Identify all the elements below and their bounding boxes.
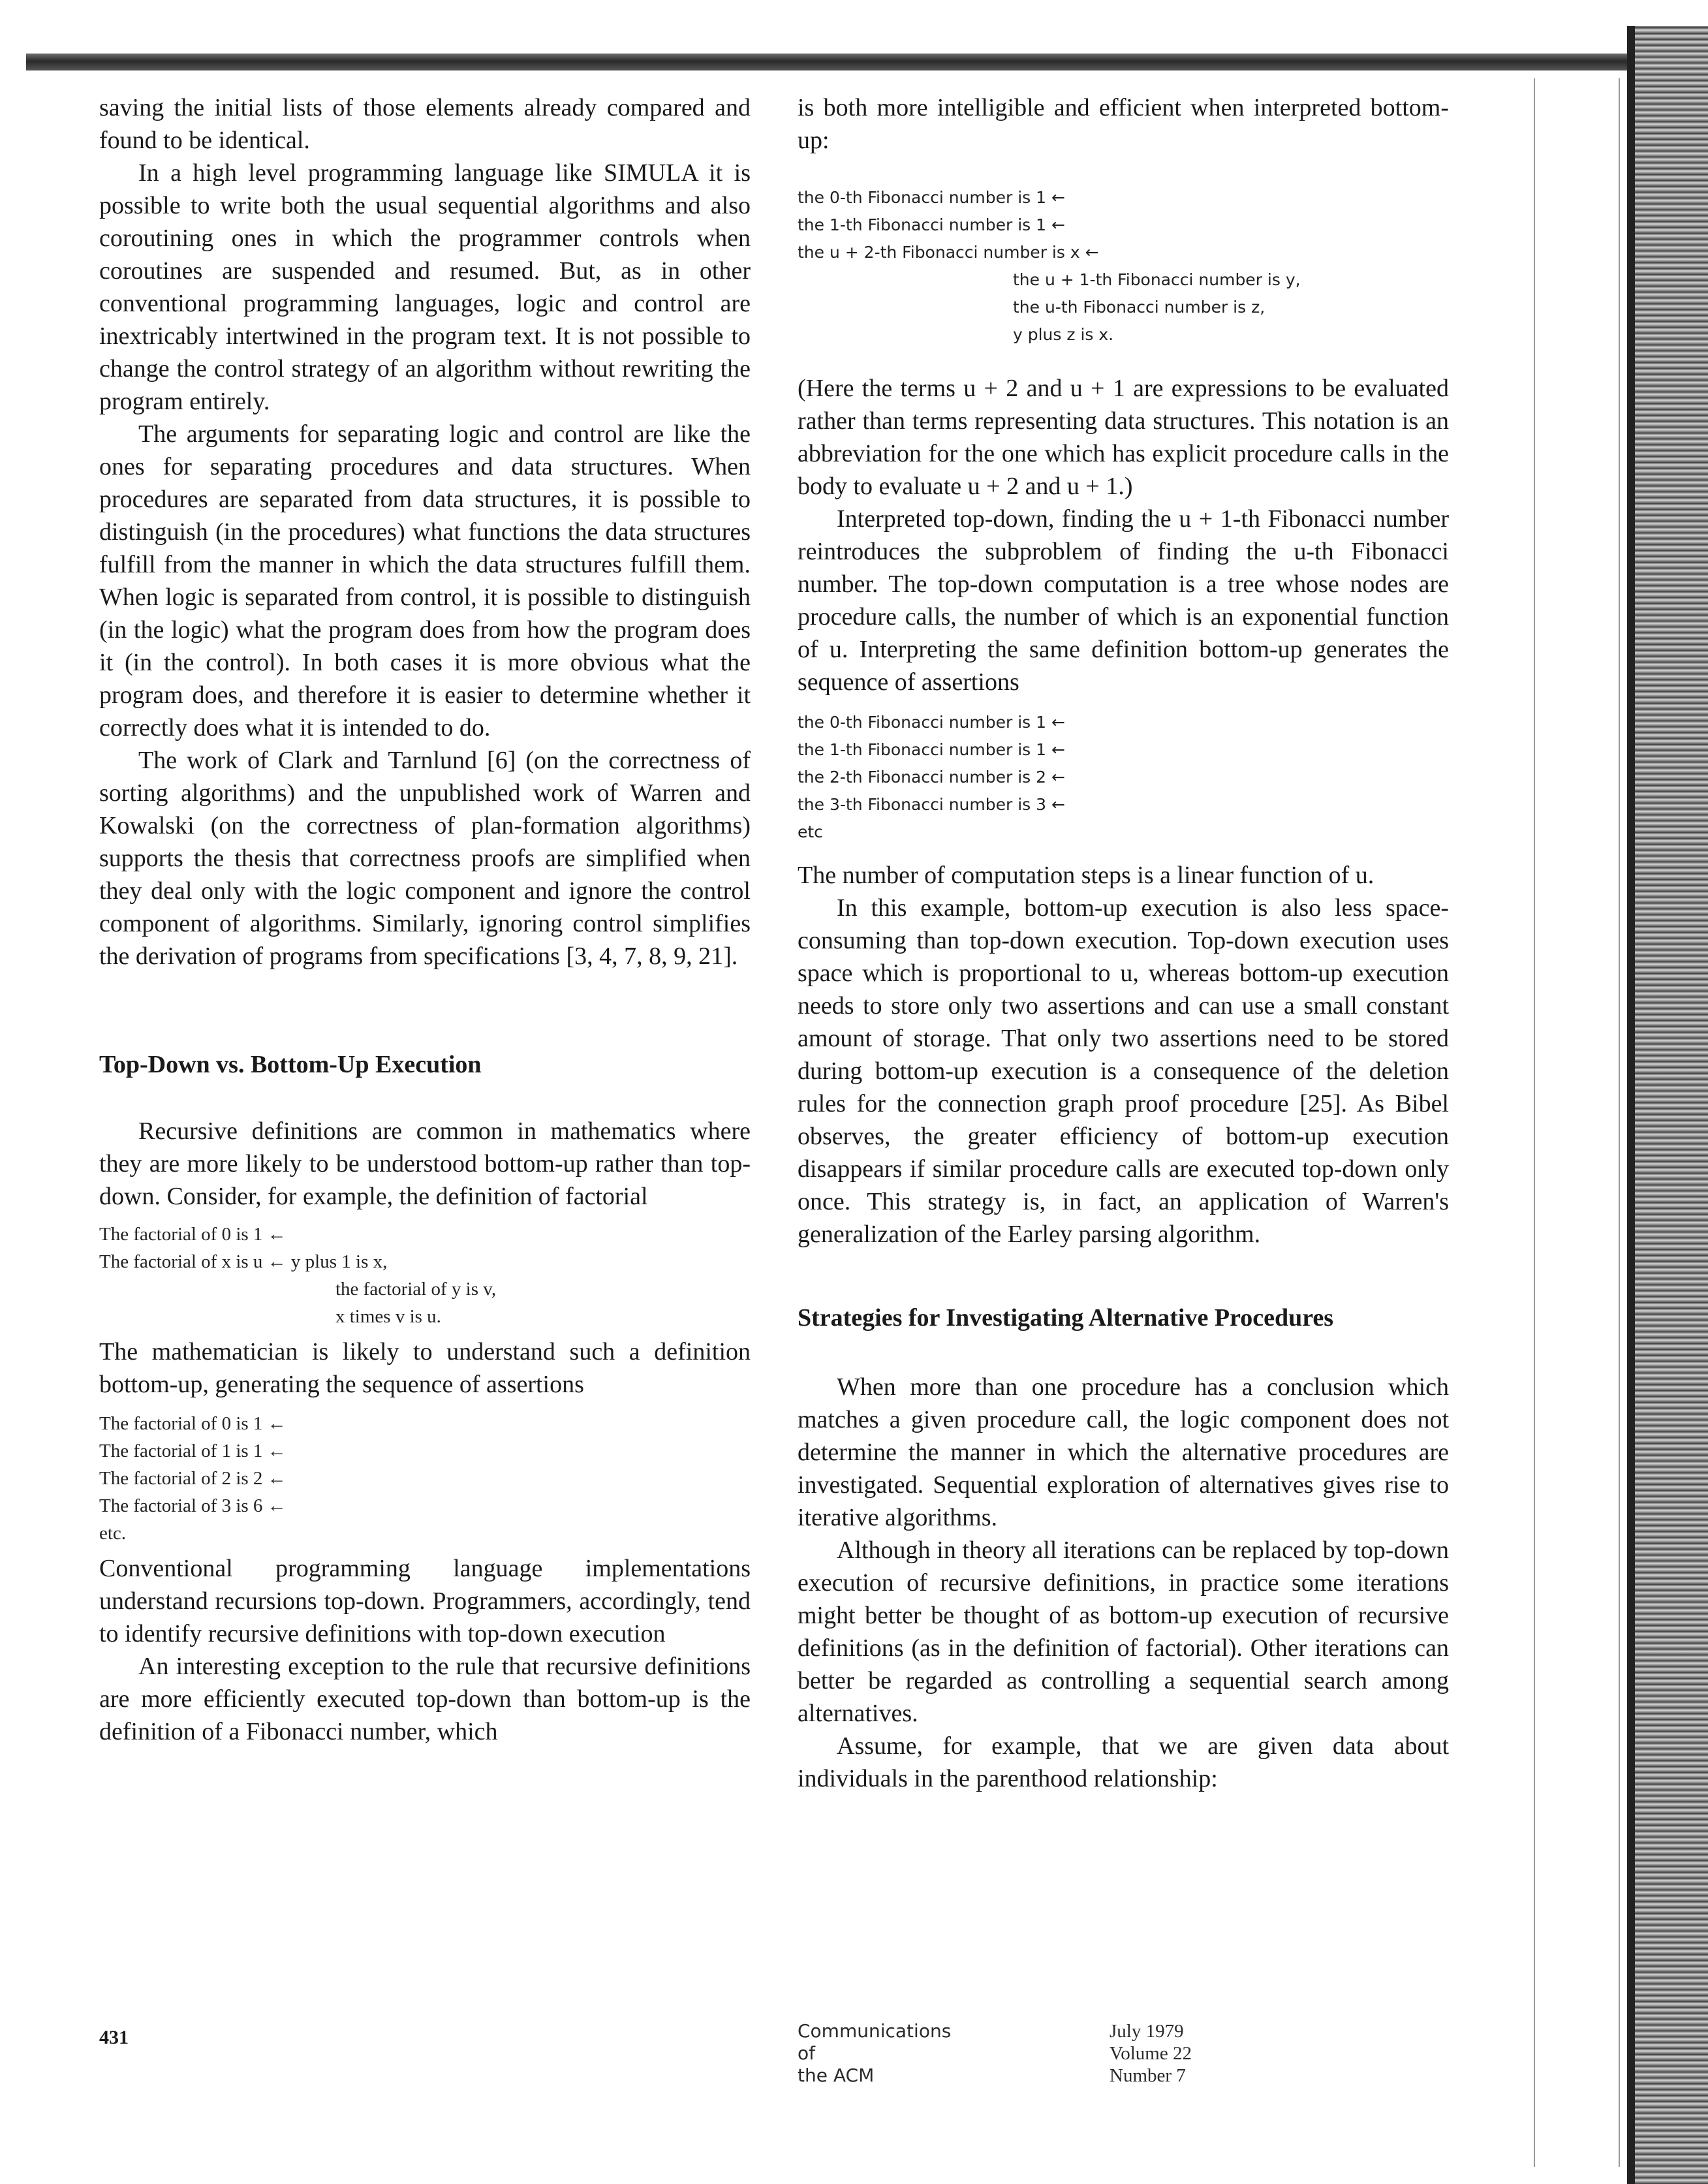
left-paragraph-2: In a high level programming language like SIMULA it is possible to write both the usual sequential algorithms and also coroutining ones in which the programmer controls when coroutines are suspended and resumed. But, as in other conventional programming languages, logic and control are inextricably intertwined in the program text. It is not possible to change the control strategy of an algorithm without rewriting the program entirely. — [99, 159, 751, 415]
journal-name — [798, 2020, 951, 2087]
left-paragraph-5: Recursive definitions are common in mathematics where they are more likely to be understood bottom-up rather than top-down. Consider, for example, the definition of factorial — [99, 1117, 751, 1210]
issue-line: Number 7 — [1110, 2065, 1186, 2086]
journal-line: of — [798, 2042, 815, 2064]
code-line: etc — [798, 822, 823, 841]
left-paragraph-3: The arguments for separating logic and control are like the ones for separating procedures and data structures. When procedures are separated from data structures, it is possible to distinguish (in the procedures) what functions the data structures fulfill from the manner in which the data structures fulfill them. When logic is separated from control, it is possible to distinguish (in the logic) what the program does from how the program does it (in the control). In both cases it is more obvious what the program does, and therefore it is easier to determine whether it correctly does what it is intended to do. — [99, 420, 751, 741]
code-line: The factorial of 0 is 1 ← — [99, 1224, 287, 1245]
factorial-sequence — [99, 1410, 751, 1547]
code-line: The factorial of 3 is 6 ← — [99, 1495, 287, 1516]
code-line: etc. — [99, 1523, 127, 1544]
code-line: The factorial of 0 is 1 ← — [99, 1413, 287, 1434]
page-number: 431 — [99, 2027, 129, 2048]
code-line: y plus z is x. — [1013, 325, 1114, 344]
left-paragraph-4: The work of Clark and Tarnlund [6] (on the correctness of sorting algorithms) and the unpublished work of Warren and Kowalski (on the correctness of plan-formation algorithms) supports the thesis that correctness proofs are simplified when they deal only with the logic component and ignore the control component of algorithms. Similarly, ignoring control simplifies the derivation of programs from specifications [3, 4, 7, 8, 9, 21]. — [99, 747, 751, 970]
scan-top-band — [26, 54, 1645, 70]
page-edge-lines — [1527, 78, 1625, 2167]
right-paragraph-6: When more than one procedure has a conclusion which matches a given procedure call, the logic component does not determine the manner in which the alternative procedures are investigated. Sequential exploration of alternatives gives rise to iterative algorithms. — [798, 1373, 1449, 1531]
code-line: the 3-th Fibonacci number is 3 ← — [798, 795, 1065, 814]
left-paragraph-7: Conventional programming language implementations understand recursions top-down. Programmers, accordingly, tend to identify recursive definitions with top-down execution — [99, 1555, 751, 1647]
right-paragraph-4: The number of computation steps is a linear function of u. — [798, 862, 1374, 889]
right-paragraph-3: Interpreted top-down, finding the u + 1-th Fibonacci number reintroduces the subproblem of finding the u-th Fibonacci number. The top-down computation is a tree whose nodes are procedure calls, the number of which is an exponential function of u. Interpreting the same definition bottom-up generates the sequence of assertions — [798, 505, 1449, 696]
code-line: x times v is u. — [335, 1306, 441, 1327]
right-paragraph-7: Although in theory all iterations can be replaced by top-down execution of recursive definitions, in practice some iterations might better be thought of as bottom-up execution of recursive definitions (as in the definition of factorial). Other iterations can better be regarded as controlling a sequential search among alternatives. — [798, 1537, 1449, 1727]
right-column — [798, 91, 1449, 1795]
book-spine-shadow — [1635, 26, 1708, 2184]
left-paragraph-1: saving the initial lists of those elements already compared and found to be identical. — [99, 94, 751, 154]
right-paragraph-5: In this example, bottom-up execution is also less space-consuming than top-down execution. Top-down execution uses space which is proportional to u, whereas bottom-up execution needs to store only two assertions and can use a small constant amount of storage. That only two assertions need to be stored during bottom-up execution is a consequence of the deletion rules for the connection graph proof procedure [25]. As Bibel observes, the greater efficiency of bottom-up execution disappears if similar procedure calls are executed top-down only once. This strategy is, in fact, an application of Warren's generalization of the Earley parsing algorithm. — [798, 894, 1449, 1248]
issue-line: July 1979 — [1110, 2021, 1184, 2042]
section-heading-alternative-procedures: Strategies for Investigating Alternative Procedures — [798, 1304, 1334, 1332]
right-paragraph-8: Assume, for example, that we are given data about individuals in the parenthood relationship: — [798, 1732, 1449, 1792]
factorial-definition — [99, 1221, 751, 1330]
code-line: the factorial of y is v, — [335, 1279, 497, 1300]
journal-line: Communications — [798, 2020, 952, 2042]
issue-info — [1110, 2020, 1192, 2087]
left-paragraph-6: The mathematician is likely to understand such a definition bottom-up, generating the sequence of assertions — [99, 1338, 751, 1398]
section-heading-top-down-bottom-up: Top-Down vs. Bottom-Up Execution — [99, 1051, 482, 1078]
code-line: The factorial of 1 is 1 ← — [99, 1441, 287, 1461]
code-line: the u + 2-th Fibonacci number is x ← — [798, 243, 1099, 262]
code-line: the 1-th Fibonacci number is 1 ← — [798, 740, 1065, 759]
code-line: the u-th Fibonacci number is z, — [1013, 298, 1265, 317]
right-paragraph-2: (Here the terms u + 2 and u + 1 are expressions to be evaluated rather than terms representing data structures. This notation is an abbreviation for the one which has explicit procedure calls in the body to evaluate u + 2 and u + 1.) — [798, 375, 1449, 500]
right-paragraph-1: is both more intelligible and efficient when interpreted bottom-up: — [798, 94, 1449, 154]
fibonacci-sequence — [798, 709, 1449, 846]
fibonacci-definition — [798, 184, 1449, 349]
left-column — [99, 91, 751, 1748]
left-paragraph-8: An interesting exception to the rule that recursive definitions are more efficiently executed top-down than bottom-up is the definition of a Fibonacci number, which — [99, 1653, 751, 1745]
code-line: the u + 1-th Fibonacci number is y, — [1013, 270, 1301, 289]
code-line: the 0-th Fibonacci number is 1 ← — [798, 713, 1065, 732]
code-line: the 2-th Fibonacci number is 2 ← — [798, 768, 1065, 787]
issue-line: Volume 22 — [1110, 2043, 1192, 2064]
code-line: The factorial of 2 is 2 ← — [99, 1468, 287, 1489]
code-line: the 1-th Fibonacci number is 1 ← — [798, 215, 1065, 234]
code-line: The factorial of x is u ← y plus 1 is x, — [99, 1251, 388, 1272]
journal-line: the ACM — [798, 2065, 875, 2086]
code-line: the 0-th Fibonacci number is 1 ← — [798, 188, 1065, 207]
